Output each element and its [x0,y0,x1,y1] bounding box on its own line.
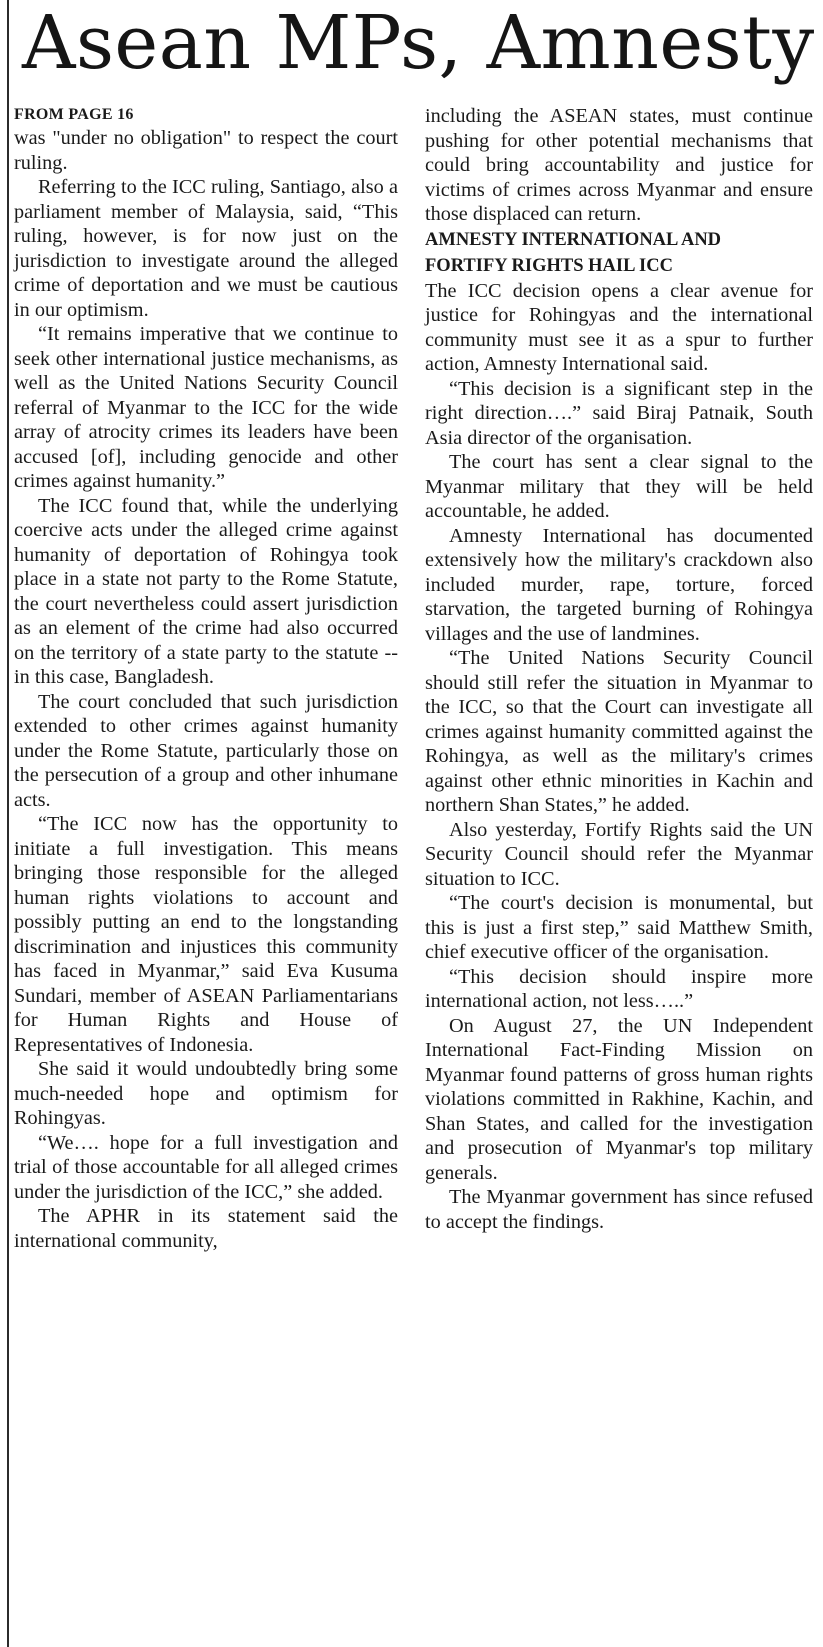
left-paragraph-9: The APHR in its statement said the international community, [14,1205,398,1252]
right-paragraph-7: “The court's decision is monumental, but this is just a first step,” said Matthew Smith, chief executive officer of the organisation. [425,892,813,963]
right-paragraph-3: The court has sent a clear signal to the Myanmar military that they will be held accountable, he added. [425,451,813,522]
left-paragraph-4: The ICC found that, while the underlying coercive acts under the alleged crime against humanity of deportation of Rohingya took place in a state not party to the Rome Statute, the court nevertheless could assert jurisdiction as an element of the crime had also occurred on the territory of a state party to the statute -- in this case, Bangladesh. [14,494,398,688]
right-paragraph-5: “The United Nations Security Council should still refer the situation in Myanmar to the ICC, so that the Court can investigate all crimes against humanity committed against the Rohingya, as well as the military's crimes against other ethnic minorities in Kachin and northern Shan States,” he added. [425,647,813,816]
left-column [14,104,398,1253]
section-subhead [425,227,813,279]
jump-line: FROM PAGE 16 [14,106,134,123]
right-paragraph-4: Amnesty International has documented extensively how the military's crackdown also included murder, rape, torture, forced starvation, the targeted burning of Rohingya villages and the use of landmines. [425,524,813,645]
left-paragraph-8: “We…. hope for a full investigation and trial of those accountable for all alleged crimes under the jurisdiction of the ICC,” she added. [14,1131,398,1203]
left-paragraph-3: “It remains imperative that we continue to seek other international justice mechanisms, as well as the United Nations Security Council referral of Myanmar to the ICC for the wide array of atrocity crimes its leaders have been accused [of], including genocide and other crimes against humanity.” [14,323,398,492]
headline: Asean MPs, Amnesty [22,0,815,86]
right-paragraph-1: The ICC decision opens a clear avenue for justice for Rohingyas and the international community must see it as a spur to further action, Amnesty International said. [425,279,813,375]
left-paragraph-6: “The ICC now has the opportunity to initiate a full investigation. This means bringing those responsible for the alleged human rights violations to account and possibly putting an end to the longstanding discrimination and injustices this community has faced in Myanmar,” said Eva Kusuma Sundari, member of ASEAN Parliamentarians for Human Rights and House of Representatives of Indonesia. [14,813,398,1056]
right-column [425,104,813,1234]
subhead-line-2: FORTIFY RIGHTS HAIL ICC [425,255,673,276]
left-paragraph-5: The court concluded that such jurisdiction extended to other crimes against humanity under the Rome Statute, particularly those on the persecution of a group and other inhumane acts. [14,690,398,811]
left-edge-rule [7,0,9,1647]
right-paragraph-9: On August 27, the UN Independent International Fact-Finding Mission on Myanmar found patterns of gross human rights violations committed in Rakhine, Kachin, and Shan States, and called for the investigation and prosecution of Myanmar's top military generals. [425,1014,813,1184]
right-paragraph-10: The Myanmar government has since refused to accept the findings. [425,1186,813,1233]
right-paragraph-2: “This decision is a significant step in the right direction….” said Biraj Patnaik, South Asia director of the organisation. [425,377,813,449]
left-paragraph-7: She said it would undoubtedly bring some much-needed hope and optimism for Rohingyas. [14,1058,398,1129]
left-paragraph-1: was "under no obligation" to respect the court ruling. [14,127,398,174]
left-paragraph-2: Referring to the ICC ruling, Santiago, also a parliament member of Malaysia, said, “This ruling, however, is for now just on the jurisdiction to investigate around the alleged crime of deportation and we must be cautious in our optimism. [14,176,398,321]
right-paragraph-8: “This decision should inspire more international action, not less…..” [425,965,813,1012]
right-paragraph-6: Also yesterday, Fortify Rights said the UN Security Council should refer the Myanmar situation to ICC. [425,818,813,890]
subhead-line-1: AMNESTY INTERNATIONAL AND [425,229,722,250]
right-paragraph-continued: including the ASEAN states, must continue pushing for other potential mechanisms that could bring accountability and justice for victims of crimes across Myanmar and ensure those displaced can return. [425,105,813,225]
